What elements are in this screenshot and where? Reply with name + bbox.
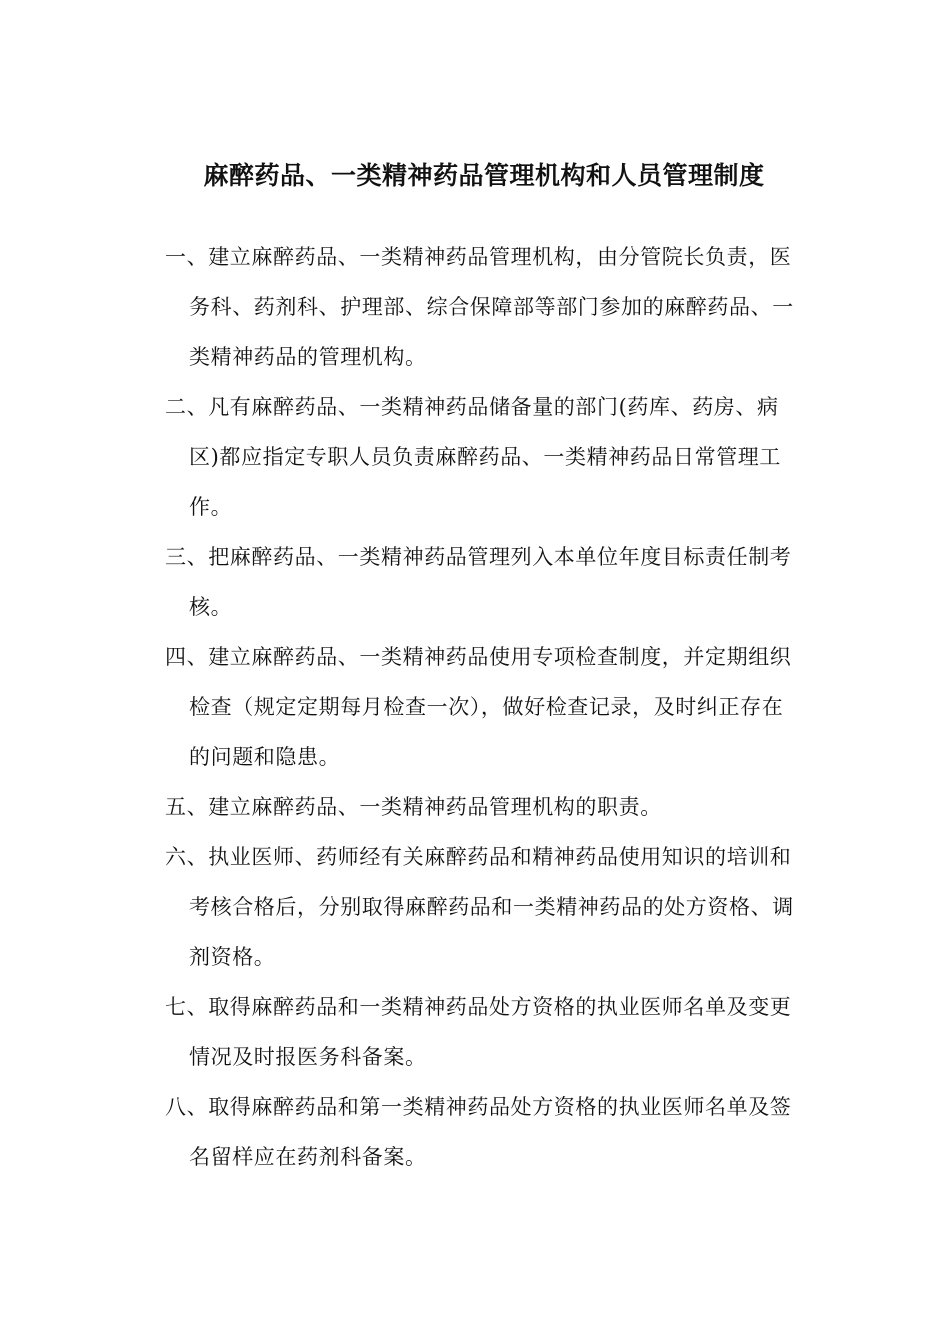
item-line: 作。 [189, 495, 233, 519]
regulation-item-6 [165, 832, 820, 982]
item-line: 五、建立麻醉药品、一类精神药品管理机构的职责。 [165, 795, 662, 819]
regulation-item-4 [165, 632, 820, 782]
item-line: 务科、药剂科、护理部、综合保障部等部门参加的麻醉药品、一 [189, 295, 794, 319]
item-line: 七、取得麻醉药品和一类精神药品处方资格的执业医师名单及变更 [165, 995, 792, 1019]
regulation-item-2 [165, 382, 820, 532]
regulation-list [165, 232, 820, 1182]
item-line: 四、建立麻醉药品、一类精神药品使用专项检查制度，并定期组织 [165, 645, 792, 669]
item-line: 二、凡有麻醉药品、一类精神药品储备量的部门(药库、药房、病 [165, 395, 779, 419]
regulation-item-1 [165, 232, 820, 382]
item-line: 名留样应在药剂科备案。 [189, 1145, 427, 1169]
regulation-item-3 [165, 532, 820, 632]
regulation-item-8 [165, 1082, 820, 1182]
item-line: 一、建立麻醉药品、一类精神药品管理机构，由分管院长负责，医 [165, 245, 792, 269]
item-line: 检查（规定定期每月检查一次），做好检查记录，及时纠正存在 [189, 695, 784, 719]
item-line: 核。 [189, 595, 233, 619]
item-line: 剂资格。 [189, 945, 276, 969]
item-line: 三、把麻醉药品、一类精神药品管理列入本单位年度目标责任制考 [165, 545, 792, 569]
item-line: 类精神药品的管理机构。 [189, 345, 427, 369]
regulation-item-7 [165, 982, 820, 1082]
item-line: 考核合格后，分别取得麻醉药品和一类精神药品的处方资格、调 [189, 895, 794, 919]
item-line: 的问题和隐患。 [189, 745, 341, 769]
item-line: 情况及时报医务科备案。 [189, 1045, 427, 1069]
item-line: 六、执业医师、药师经有关麻醉药品和精神药品使用知识的培训和 [165, 845, 792, 869]
item-line: 区)都应指定专职人员负责麻醉药品、一类精神药品日常管理工 [189, 445, 781, 469]
regulation-item-5 [165, 782, 820, 832]
item-line: 八、取得麻醉药品和第一类精神药品处方资格的执业医师名单及签 [165, 1095, 792, 1119]
document-title: 麻醉药品、一类精神药品管理机构和人员管理制度 [203, 161, 765, 190]
